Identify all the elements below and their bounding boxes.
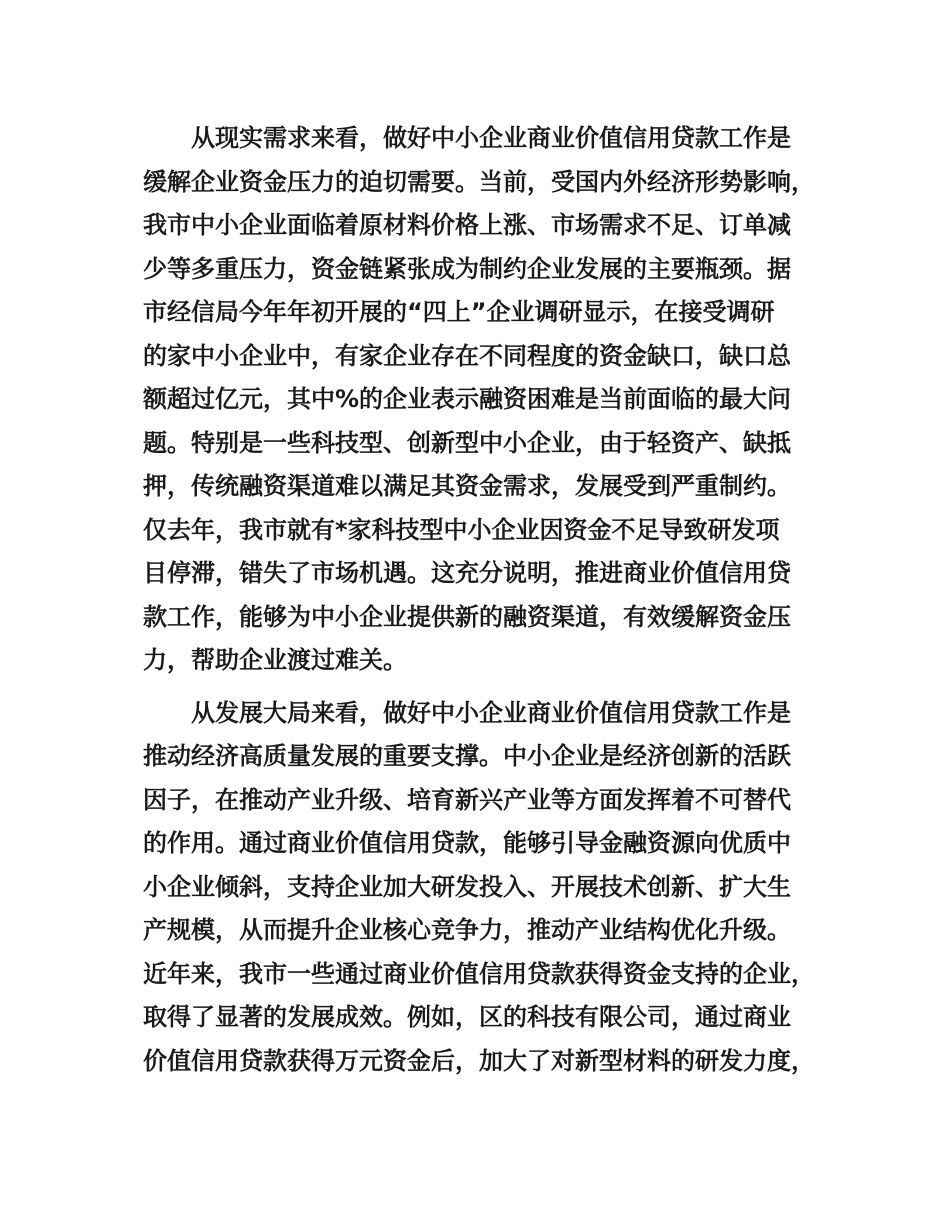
text-line: 近年来，我市一些通过商业价值信用贷款获得资金支持的企业， [143, 959, 815, 988]
text-line: 从现实需求来看，做好中小企业商业价值信用贷款工作是 [191, 124, 791, 152]
text-line: 款工作，能够为中小企业提供新的融资渠道，有效缓解资金压 [143, 602, 791, 631]
text-line: 缓解企业资金压力的迫切需要。当前，受国内外经济形势影响， [143, 167, 815, 196]
text-line: 小企业倾斜，支持企业加大研发投入、开展技术创新、扩大生 [143, 872, 791, 901]
text-line: 押，传统融资渠道难以满足其资金需求，发展受到严重制约。 [143, 472, 791, 500]
text-line: 额超过亿元，其中%的企业表示融资困难是当前面临的最大问 [143, 385, 792, 413]
body-text [143, 117, 833, 1083]
text-line: 市经信局今年年初开展的“四上”企业调研显示，在接受调研 [143, 298, 775, 326]
text-line: 我市中小企业面临着原材料价格上涨、市场需求不足、订单减 [143, 211, 791, 239]
text-line: 因子，在推动产业升级、培育新兴产业等方面发挥着不可替代 [143, 785, 791, 814]
paragraph-2 [143, 692, 833, 1084]
text-line: 取得了显著的发展成效。例如，区的科技有限公司，通过商业 [143, 1003, 791, 1031]
text-line: 目停滞，错失了市场机遇。这充分说明，推进商业价值信用贷 [143, 559, 791, 587]
text-line: 的作用。通过商业价值信用贷款，能够引导金融资源向优质中 [143, 829, 791, 857]
paragraph-1 [143, 117, 833, 683]
text-line: 仅去年，我市就有*家科技型中小企业因资金不足导致研发项 [143, 515, 780, 544]
text-line: 少等多重压力，资金链紧张成为制约企业发展的主要瓶颈。据 [143, 254, 791, 283]
text-line: 推动经济高质量发展的重要支撑。中小企业是经济创新的活跃 [143, 742, 791, 770]
text-line: 力，帮助企业渡过难关。 [143, 646, 407, 674]
text-line: 产规模，从而提升企业核心竞争力，推动产业结构优化升级。 [143, 916, 791, 944]
text-line: 从发展大局来看，做好中小企业商业价值信用贷款工作是 [191, 698, 791, 727]
text-line: 价值信用贷款获得万元资金后，加大了对新型材料的研发力度， [143, 1046, 815, 1075]
text-line: 题。特别是一些科技型、创新型中小企业，由于轻资产、缺抵 [143, 428, 791, 457]
text-line: 的家中小企业中，有家企业存在不同程度的资金缺口，缺口总 [143, 341, 791, 370]
paragraph-spacer [143, 683, 833, 692]
